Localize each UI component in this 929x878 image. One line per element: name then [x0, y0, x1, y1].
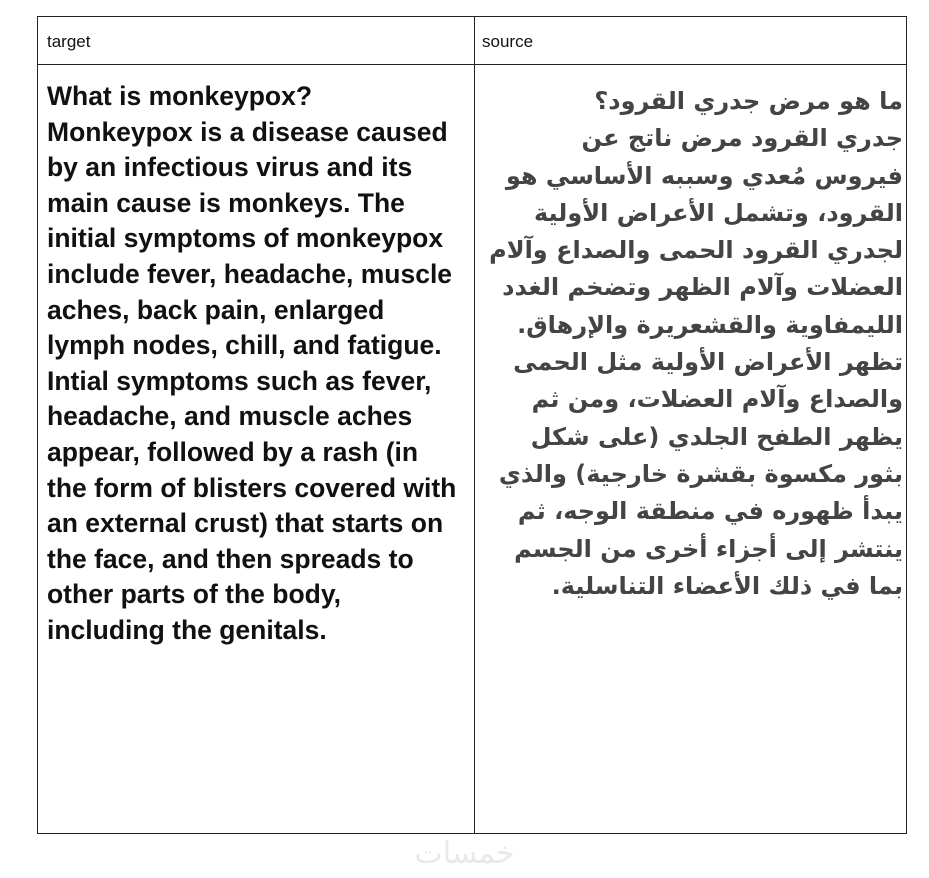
header-divider: [38, 64, 906, 65]
source-cell: [487, 83, 903, 605]
target-paragraph: Monkeypox is a disease caused by an infectious virus and its main cause is monkeys. The initial symptoms of monkeypox include fever, headache, muscle aches, back pain, enlarged lymph nodes, chill, and fatigue.: [47, 116, 453, 361]
source-paragraph: جدري القرود مرض ناتج عن فيروس مُعدي وسببه الأساسي هو القرود، وتشمل الأعراض الأولية لجدري القرود الحمى والصداع وآلام العضلات وآلام الظهر وتضخم الغدد الليمفاوية والقشعريرة والإرهاق. تظهر الأعراض الأولية مثل الحمى والصداع وآلام العضلات، ومن ثم يظهر الطفح الجلدي (على شكل بثور مكسوة بقشرة خارجية) والذي يبدأ ظهوره في منطقة الوجه، ثم ينتشر إلى أجزاء أخرى من الجسم بما في ذلك الأعضاء التناسلية.: [489, 124, 903, 600]
target-cell: [47, 79, 462, 649]
target-paragraph: Intial symptoms such as fever, headache, and muscle aches appear, followed by a rash (in the form of blisters covered with an external crust) that starts on the face, and then spreads to other parts of the body, including the genitals.: [47, 365, 457, 645]
watermark-logo: خمسات: [414, 836, 515, 871]
column-divider: [474, 17, 475, 833]
source-question: ما هو مرض جدري القرود؟: [594, 87, 903, 115]
header-target: target: [47, 32, 91, 51]
header-source: source: [482, 32, 534, 51]
translation-table: [37, 16, 907, 834]
target-question: What is monkeypox?: [47, 81, 313, 111]
